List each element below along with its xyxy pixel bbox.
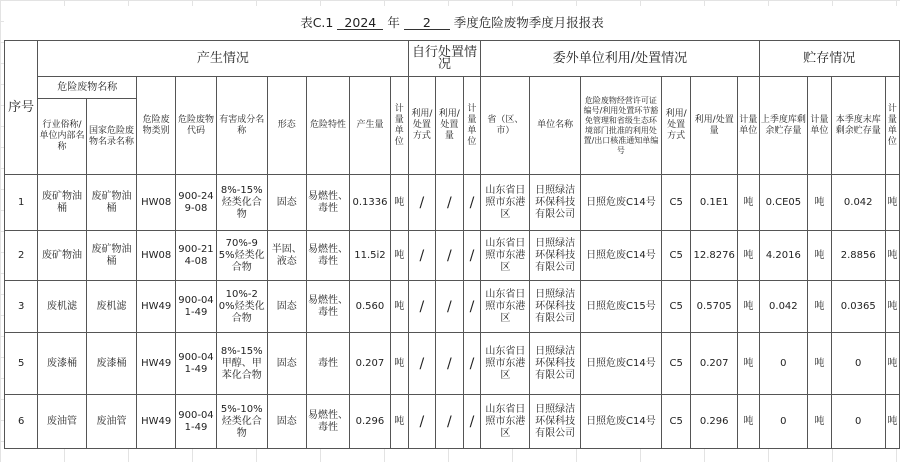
cell-unit: 吨 <box>390 281 408 333</box>
cell-current-storage: 0.042 <box>831 175 885 231</box>
cell-industry-name: 废矿物油桶 <box>38 175 87 231</box>
cell-national-name: 废漆桶 <box>86 333 136 395</box>
cell-storage-unit: 吨 <box>808 395 832 449</box>
cell-self-unit: / <box>463 231 481 281</box>
cell-current-storage: 0.0365 <box>831 281 885 333</box>
header-storage: 贮存情况 <box>759 41 899 77</box>
cell-storage-unit-2: 吨 <box>885 231 899 281</box>
header-disposal-unit: 计量单位 <box>738 77 760 175</box>
cell-national-name: 废矿物油桶 <box>86 231 136 281</box>
cell-self-unit: / <box>463 395 481 449</box>
cell-storage-unit-2: 吨 <box>885 395 899 449</box>
cell-province: 山东省日照市东港区 <box>481 333 530 395</box>
cell-code: 900-041-49 <box>176 333 217 395</box>
cell-seq: 5 <box>5 333 38 395</box>
cell-seq: 1 <box>5 175 38 231</box>
cell-current-storage: 0 <box>831 395 885 449</box>
cell-self-method: / <box>408 175 435 231</box>
header-license: 危险废物经营许可证编号/利用处置环节豁免管理和省级生态环境部门批准的利用处置/出口核准通知单编号 <box>580 77 661 175</box>
cell-storage-unit-2: 吨 <box>885 175 899 231</box>
cell-amount: 11.5i2 <box>350 231 391 281</box>
cell-storage-unit-2: 吨 <box>885 281 899 333</box>
cell-province: 山东省日照市东港区 <box>481 395 530 449</box>
header-company: 单位名称 <box>530 77 580 175</box>
cell-disposal-amount: 12.8276 <box>691 231 738 281</box>
cell-seq: 6 <box>5 395 38 449</box>
header-entrusted: 委外单位利用/处置情况 <box>481 41 759 77</box>
cell-component: 8%-15%甲醇、甲苯化合物 <box>216 333 267 395</box>
cell-self-amount: / <box>436 395 463 449</box>
cell-license: 日照危废C14号 <box>580 175 661 231</box>
header-self-disposal: 自行处置情况 <box>408 41 481 77</box>
cell-prev-storage: 0 <box>759 333 807 395</box>
cell-current-storage: 2.8856 <box>831 231 885 281</box>
cell-self-amount: / <box>436 231 463 281</box>
cell-prev-storage: 0.042 <box>759 281 807 333</box>
cell-industry-name: 废机滤 <box>38 281 87 333</box>
cell-license: 日照危废C14号 <box>580 231 661 281</box>
header-property: 危险特性 <box>306 77 349 175</box>
header-method: 利用/处置方式 <box>661 77 690 175</box>
cell-method: C5 <box>661 281 690 333</box>
header-self-unit: 计量单位 <box>463 77 481 175</box>
cell-category: HW08 <box>137 231 176 281</box>
cell-prev-storage: 0 <box>759 395 807 449</box>
table-row <box>5 231 900 281</box>
cell-disposal-unit: 吨 <box>738 395 760 449</box>
cell-unit: 吨 <box>390 333 408 395</box>
cell-self-amount: / <box>436 333 463 395</box>
cell-storage-unit: 吨 <box>808 231 832 281</box>
cell-component: 8%-15%烃类化合物 <box>216 175 267 231</box>
cell-category: HW49 <box>137 333 176 395</box>
cell-self-method: / <box>408 395 435 449</box>
report-title <box>5 6 900 41</box>
cell-method: C5 <box>661 333 690 395</box>
cell-form: 固态 <box>267 175 306 231</box>
header-form: 形态 <box>267 77 306 175</box>
cell-national-name: 废油管 <box>86 395 136 449</box>
cell-code: 900-041-49 <box>176 395 217 449</box>
cell-code: 900-214-08 <box>176 231 217 281</box>
cell-self-method: / <box>408 281 435 333</box>
cell-form: 半固、液态 <box>267 231 306 281</box>
cell-disposal-amount: 0.207 <box>691 333 738 395</box>
cell-amount: 0.207 <box>350 333 391 395</box>
cell-property: 易燃性、毒性 <box>306 231 349 281</box>
cell-storage-unit: 吨 <box>808 333 832 395</box>
cell-category: HW49 <box>137 395 176 449</box>
cell-company: 日照绿洁环保科技有限公司 <box>530 175 580 231</box>
cell-license: 日照危废C15号 <box>580 281 661 333</box>
title-year-label: 年 <box>387 14 400 30</box>
cell-seq: 2 <box>5 231 38 281</box>
cell-self-method: / <box>408 231 435 281</box>
cell-company: 日照绿洁环保科技有限公司 <box>530 395 580 449</box>
cell-form: 固态 <box>267 395 306 449</box>
cell-code: 900-041-49 <box>176 281 217 333</box>
cell-company: 日照绿洁环保科技有限公司 <box>530 231 580 281</box>
cell-self-method: / <box>408 333 435 395</box>
table-row <box>5 175 900 231</box>
cell-property: 易燃性、毒性 <box>306 175 349 231</box>
title-prefix: 表C.1 <box>300 14 334 30</box>
cell-company: 日照绿洁环保科技有限公司 <box>530 333 580 395</box>
cell-prev-storage: 0.CE05 <box>759 175 807 231</box>
cell-province: 山东省日照市东港区 <box>481 231 530 281</box>
cell-property: 易燃性、毒性 <box>306 281 349 333</box>
cell-disposal-amount: 0.296 <box>691 395 738 449</box>
cell-self-unit: / <box>463 175 481 231</box>
cell-unit: 吨 <box>390 231 408 281</box>
cell-province: 山东省日照市东港区 <box>481 281 530 333</box>
cell-component: 70%-95%烃类化合物 <box>216 231 267 281</box>
header-seq: 序号 <box>5 41 38 175</box>
cell-industry-name: 废漆桶 <box>38 333 87 395</box>
cell-self-unit: / <box>463 333 481 395</box>
header-storage-unit: 计量单位 <box>808 77 832 175</box>
header-current-storage: 本季度末库剩余贮存量 <box>831 77 885 175</box>
hazardous-waste-report-table <box>4 6 900 449</box>
cell-storage-unit: 吨 <box>808 281 832 333</box>
title-suffix: 季度危险废物季度月报报表 <box>453 14 604 30</box>
cell-disposal-unit: 吨 <box>738 175 760 231</box>
cell-component: 10%-20%烃类化合物 <box>216 281 267 333</box>
cell-unit: 吨 <box>390 395 408 449</box>
header-category: 危险废物类别 <box>137 77 176 175</box>
header-waste-name: 危险废物名称 <box>38 77 137 99</box>
cell-disposal-unit: 吨 <box>738 333 760 395</box>
cell-national-name: 废矿物油桶 <box>86 175 136 231</box>
cell-amount: 0.1336 <box>350 175 391 231</box>
cell-current-storage: 0 <box>831 333 885 395</box>
cell-disposal-unit: 吨 <box>738 231 760 281</box>
header-industry-name: 行业俗称/单位内部名称 <box>38 99 87 175</box>
cell-form: 固态 <box>267 333 306 395</box>
header-unit: 计量单位 <box>390 77 408 175</box>
header-self-method: 利用/处置方式 <box>408 77 435 175</box>
cell-company: 日照绿洁环保科技有限公司 <box>530 281 580 333</box>
cell-storage-unit: 吨 <box>808 175 832 231</box>
cell-method: C5 <box>661 395 690 449</box>
cell-province: 山东省日照市东港区 <box>481 175 530 231</box>
cell-amount: 0.296 <box>350 395 391 449</box>
cell-method: C5 <box>661 175 690 231</box>
header-hazardous-component: 有害成分名称 <box>216 77 267 175</box>
cell-storage-unit-2: 吨 <box>885 333 899 395</box>
header-storage-unit-2: 计量单位 <box>885 77 899 175</box>
table-row <box>5 395 900 449</box>
cell-self-amount: / <box>436 281 463 333</box>
cell-self-amount: / <box>436 175 463 231</box>
cell-category: HW08 <box>137 175 176 231</box>
header-province: 省（区、市） <box>481 77 530 175</box>
cell-unit: 吨 <box>390 175 408 231</box>
cell-component: 5%-10%烃类化合物 <box>216 395 267 449</box>
cell-license: 日照危废C14号 <box>580 333 661 395</box>
cell-industry-name: 废油管 <box>38 395 87 449</box>
cell-code: 900-249-08 <box>176 175 217 231</box>
cell-method: C5 <box>661 231 690 281</box>
cell-self-unit: / <box>463 281 481 333</box>
title-quarter: 2 <box>404 17 450 30</box>
cell-prev-storage: 4.2016 <box>759 231 807 281</box>
cell-property: 毒性 <box>306 333 349 395</box>
title-year: 2024 <box>337 17 383 30</box>
header-self-amount: 利用/处置量 <box>436 77 463 175</box>
cell-license: 日照危废C14号 <box>580 395 661 449</box>
cell-national-name: 废机滤 <box>86 281 136 333</box>
header-prev-storage: 上季度库剩余贮存量 <box>759 77 807 175</box>
cell-property: 易燃性、毒性 <box>306 395 349 449</box>
cell-form: 固态 <box>267 281 306 333</box>
header-code: 危险废物代码 <box>176 77 217 175</box>
table-row <box>5 333 900 395</box>
table-row <box>5 281 900 333</box>
cell-seq: 3 <box>5 281 38 333</box>
cell-amount: 0.560 <box>350 281 391 333</box>
header-production: 产生情况 <box>38 41 408 77</box>
cell-disposal-amount: 0.1E1 <box>691 175 738 231</box>
cell-industry-name: 废矿物油 <box>38 231 87 281</box>
header-national-name: 国家危险废物名录名称 <box>86 99 136 175</box>
header-amount: 产生量 <box>350 77 391 175</box>
cell-category: HW49 <box>137 281 176 333</box>
cell-disposal-amount: 0.5705 <box>691 281 738 333</box>
cell-disposal-unit: 吨 <box>738 281 760 333</box>
header-disposal-amount: 利用/处置量 <box>691 77 738 175</box>
